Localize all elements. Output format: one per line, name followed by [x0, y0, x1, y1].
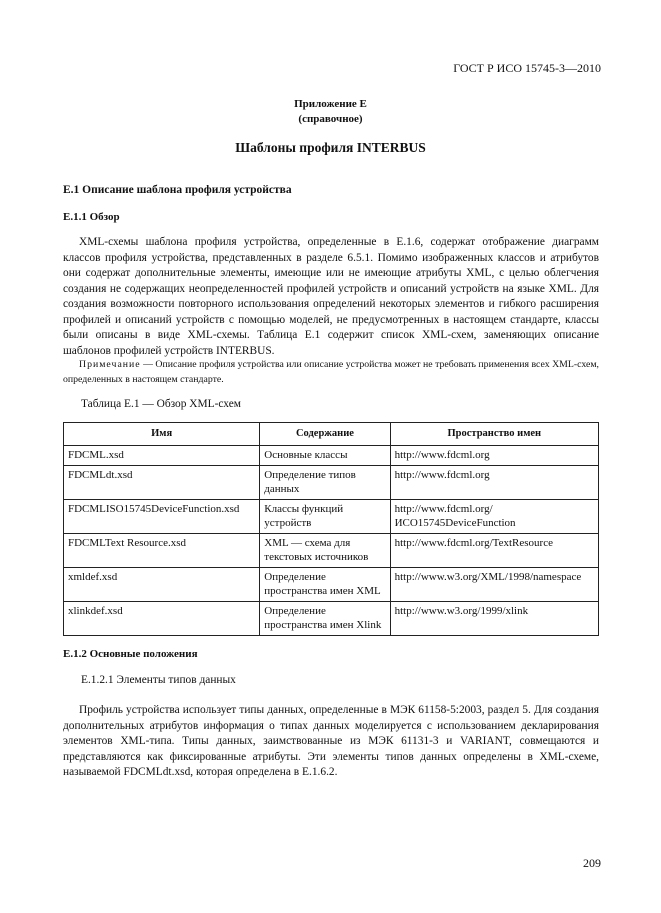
note [63, 358, 599, 387]
overview-paragraph: XML-схемы шаблона профиля устройства, определенные в Е.1.6, содержат отображение диаграмм классов профиля устройства, представленных в разделе 6.5.1. Помимо изображенных классов и атрибутов они содержат дополнительные элементы, имеющие или не имеющие атрибуты XML, с целью облегчения создания не содержащих неопределенностей профилей устройств и описаний устройств на языке XML. Для создания возможности повторного использования определений некоторых элементов и гибкого расширения профилей и описаний устройств с помощью моделей, не предусмотренных в настоящем стандарте, классы были описаны в виде XML-схемы. Таблица Е.1 содержит список XML-схем, заменяющих описание шаблонов профилей устройств INTERBUS. [63, 236, 599, 357]
table-cell-namespace: http://www.fdcml.org [390, 446, 598, 466]
document-standard-id: ГОСТ Р ИСО 15745-3—2010 [453, 61, 601, 75]
appendix-type: (справочное) [298, 113, 363, 125]
table-row [64, 446, 599, 466]
table-cell-content: Определение типов данных [260, 466, 390, 500]
table-header-row [64, 423, 599, 446]
table-cell-name: FDCMLISO15745DeviceFunction.xsd [64, 500, 260, 534]
appendix-label: Приложение Е [294, 98, 367, 110]
table-row [64, 568, 599, 602]
table-row [64, 466, 599, 500]
note-text: — Описание профиля устройства или описание устройства может не требовать применения всех XML-схем, определенных в настоящем стандарте. [63, 359, 599, 385]
page-title: Шаблоны профиля INTERBUS [235, 140, 426, 155]
table-cell-content: Основные классы [260, 446, 390, 466]
table-cell-content: Определение пространства имен XML [260, 568, 390, 602]
section-heading-e1: Е.1 Описание шаблона профиля устройства [63, 184, 292, 196]
table-cell-name: FDCMLdt.xsd [64, 466, 260, 500]
table-cell-name: FDCML.xsd [64, 446, 260, 466]
table-cell-name: xmldef.xsd [64, 568, 260, 602]
table-cell-namespace: http://www.w3.org/XML/1998/namespace [390, 568, 598, 602]
table-cell-content: Определение пространства имен Xlink [260, 602, 390, 636]
column-header-name: Имя [64, 423, 260, 446]
table-caption: Таблица Е.1 — Обзор XML-схем [81, 398, 241, 410]
page-number: 209 [583, 856, 601, 870]
note-label: Примечание [79, 359, 141, 370]
table-row [64, 602, 599, 636]
table-cell-name: xlinkdef.xsd [64, 602, 260, 636]
column-header-content: Содержание [260, 423, 390, 446]
table-cell-content: XML — схема для текстовых источников [260, 534, 390, 568]
section-heading-e11: Е.1.1 Обзор [63, 211, 120, 223]
table-row [64, 534, 599, 568]
table-cell-namespace: http://www.fdcml.org/TextResource [390, 534, 598, 568]
section-heading-e12: Е.1.2 Основные положения [63, 648, 198, 660]
table-cell-namespace: http://www.fdcml.org [390, 466, 598, 500]
table-row [64, 500, 599, 534]
table-cell-namespace: http://www.w3.org/1999/xlink [390, 602, 598, 636]
column-header-namespace: Пространство имен [390, 423, 598, 446]
subsection-heading-e121: Е.1.2.1 Элементы типов данных [81, 674, 236, 686]
table-cell-content: Классы функций устройств [260, 500, 390, 534]
data-types-paragraph: Профиль устройства использует типы данных, определенные в МЭК 61158-5:2003, раздел 5. Для создания дополнительных атрибутов информация о типах данных моделируется с использованием декларирования элементов XML-типа. Типы данных, заимствованные из МЭК 61131-3 и VARIANT, совмещаются и представляются как фиксированные атрибуты. Эти элементы типов данных определены в XML-схеме, называемой FDCMLdt.xsd, которая определена в Е.1.6.2. [63, 704, 599, 778]
table-cell-name: FDCMLText Resource.xsd [64, 534, 260, 568]
table-cell-namespace: http://www.fdcml.org/ ИСО15745DeviceFunction [390, 500, 598, 534]
xml-schema-table [63, 422, 599, 636]
